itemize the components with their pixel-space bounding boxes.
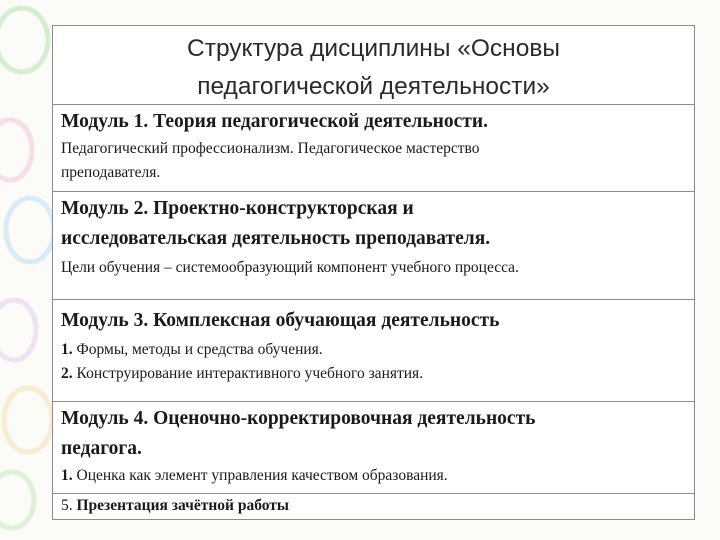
module-4-heading-line-1: Модуль 4. Оценочно-корректировочная деятельность bbox=[61, 408, 536, 429]
module-3-item-2-number: 2. bbox=[61, 365, 73, 382]
module-3-row bbox=[53, 300, 694, 402]
module-2-text: Цели обучения – системообразующий компонент учебного процесса. bbox=[61, 259, 519, 276]
module-3-item-2 bbox=[61, 362, 686, 386]
footer-row bbox=[53, 494, 694, 519]
module-2-row bbox=[53, 192, 694, 300]
title-line-2: педагогической деятельности» bbox=[197, 73, 550, 100]
module-1-text-line-1: Педагогический профессионализм. Педагогическое мастерство bbox=[61, 140, 480, 157]
title-line-1: Структура дисциплины «Основы bbox=[187, 35, 560, 62]
module-4-heading-line-2: педагога. bbox=[61, 438, 142, 459]
module-1-row bbox=[53, 105, 694, 192]
module-3-item-1-text: Формы, методы и средства обучения. bbox=[72, 341, 323, 358]
module-1-text-line-2: преподавателя. bbox=[61, 164, 161, 181]
module-3-heading: Модуль 3. Комплексная обучающая деятельность bbox=[61, 310, 500, 331]
module-3-item-1 bbox=[61, 338, 686, 362]
module-4-item-1-text: Оценка как элемент управления качеством образования. bbox=[72, 467, 448, 484]
footer-item bbox=[61, 494, 686, 518]
module-4-row bbox=[53, 402, 694, 494]
footer-text: Презентация зачётной работы bbox=[72, 497, 290, 514]
module-1-heading: Модуль 1. Теория педагогической деятельности. bbox=[61, 111, 488, 132]
module-2-heading-line-1: Модуль 2. Проектно-конструкторская и bbox=[61, 198, 414, 219]
module-3-item-2-text: Конструирование интерактивного учебного занятия. bbox=[72, 365, 424, 382]
footer-number: 5. bbox=[61, 497, 73, 514]
module-4-item-1 bbox=[61, 464, 686, 488]
module-4-item-1-number: 1. bbox=[61, 467, 73, 484]
module-2-heading-line-2: исследовательская деятельность преподавателя. bbox=[61, 228, 491, 249]
page-title bbox=[53, 26, 694, 105]
slide-table bbox=[52, 25, 695, 520]
module-3-item-1-number: 1. bbox=[61, 341, 73, 358]
